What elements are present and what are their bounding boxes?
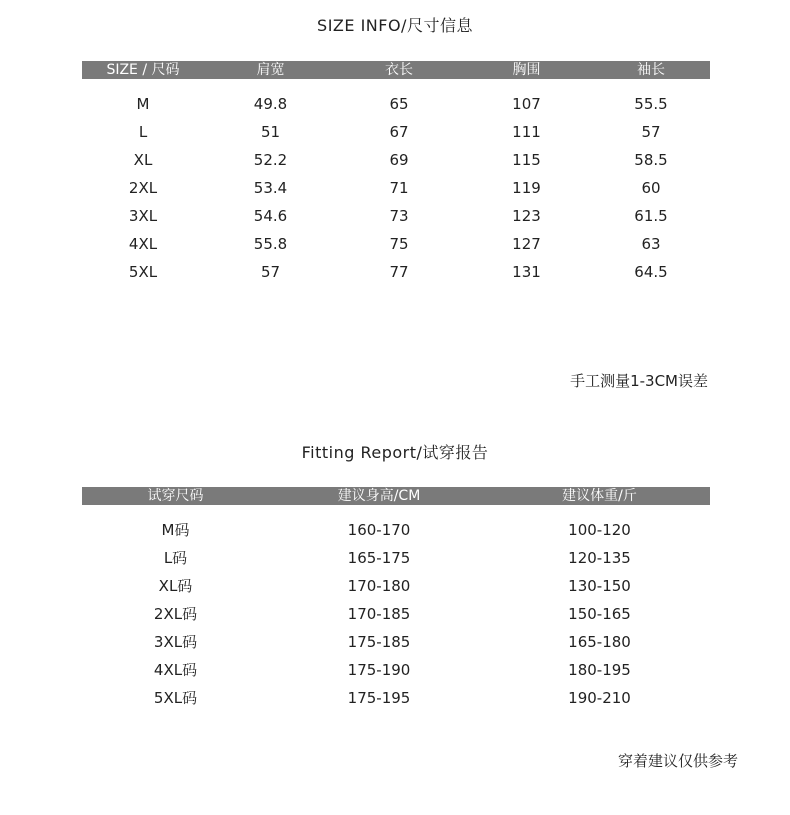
cell-weight: 150-165 xyxy=(568,605,631,623)
cell-sleeve: 60 xyxy=(641,179,661,197)
header-length: 衣长 xyxy=(385,62,413,78)
cell-chest: 107 xyxy=(512,95,541,113)
cell-chest: 127 xyxy=(512,235,541,253)
cell-length: 75 xyxy=(389,235,409,253)
table-row xyxy=(82,516,710,544)
cell-height: 175-195 xyxy=(347,689,411,707)
cell-weight: 165-180 xyxy=(568,633,631,651)
cell-chest: 115 xyxy=(512,151,541,169)
table-row xyxy=(82,684,710,712)
fitting-report-table xyxy=(82,487,710,712)
cell-chest: 111 xyxy=(512,123,541,141)
cell-weight: 180-195 xyxy=(568,661,631,679)
cell-weight: 190-210 xyxy=(568,689,631,707)
cell-size: 5XL xyxy=(128,263,158,281)
cell-fit-size: XL码 xyxy=(158,577,193,595)
cell-height: 170-180 xyxy=(347,577,411,595)
cell-fit-size: 2XL码 xyxy=(153,605,198,623)
table-row xyxy=(82,202,710,230)
table-row xyxy=(82,258,710,286)
fitting-note: 穿着建议仅供参考 xyxy=(617,752,738,770)
cell-height: 175-185 xyxy=(347,633,411,651)
header-height: 建议身高/CM xyxy=(337,488,421,504)
cell-chest: 123 xyxy=(512,207,541,225)
table-row xyxy=(82,118,710,146)
cell-sleeve: 61.5 xyxy=(634,207,668,225)
cell-sleeve: 57 xyxy=(641,123,661,141)
cell-chest: 119 xyxy=(512,179,541,197)
cell-fit-size: 5XL码 xyxy=(153,689,198,707)
cell-sleeve: 55.5 xyxy=(634,95,668,113)
cell-length: 73 xyxy=(389,207,409,225)
cell-shoulder: 53.4 xyxy=(253,179,288,197)
cell-shoulder: 55.8 xyxy=(253,235,288,253)
cell-height: 165-175 xyxy=(347,549,411,567)
cell-height: 170-185 xyxy=(347,605,411,623)
cell-sleeve: 63 xyxy=(641,235,661,253)
cell-shoulder: 51 xyxy=(260,123,281,141)
measurement-note: 手工测量1-3CM误差 xyxy=(570,372,708,390)
cell-shoulder: 52.2 xyxy=(253,151,288,169)
header-weight: 建议体重/斤 xyxy=(562,488,637,504)
cell-size: 4XL xyxy=(128,235,158,253)
cell-fit-size: M码 xyxy=(161,521,190,539)
cell-size: 2XL xyxy=(128,179,158,197)
cell-weight: 100-120 xyxy=(568,521,631,539)
cell-length: 69 xyxy=(389,151,409,169)
header-sleeve: 袖长 xyxy=(637,62,665,78)
header-size: SIZE / 尺码 xyxy=(106,62,180,78)
size-info-header-row xyxy=(82,61,710,79)
cell-weight: 130-150 xyxy=(568,577,631,595)
cell-length: 77 xyxy=(389,263,409,281)
fitting-report-header-row xyxy=(82,487,710,505)
cell-weight: 120-135 xyxy=(568,549,631,567)
cell-size: 3XL xyxy=(128,207,158,225)
cell-height: 175-190 xyxy=(347,661,411,679)
table-row xyxy=(82,628,710,656)
size-info-title: SIZE INFO/尺寸信息 xyxy=(317,16,473,35)
table-row xyxy=(82,572,710,600)
cell-height: 160-170 xyxy=(347,521,411,539)
table-row xyxy=(82,600,710,628)
size-info-table xyxy=(82,61,710,286)
header-chest: 胸围 xyxy=(512,62,541,78)
table-row xyxy=(82,544,710,572)
cell-size: L xyxy=(138,123,148,141)
table-row xyxy=(82,174,710,202)
header-shoulder: 肩宽 xyxy=(256,62,285,78)
cell-length: 71 xyxy=(389,179,409,197)
cell-length: 65 xyxy=(389,95,409,113)
cell-sleeve: 64.5 xyxy=(634,263,668,281)
cell-size: M xyxy=(136,95,150,113)
cell-shoulder: 54.6 xyxy=(253,207,288,225)
cell-fit-size: 3XL码 xyxy=(153,633,198,651)
cell-shoulder: 49.8 xyxy=(253,95,288,113)
header-fit-size: 试穿尺码 xyxy=(147,488,204,504)
table-row xyxy=(82,656,710,684)
table-row xyxy=(82,90,710,118)
cell-fit-size: L码 xyxy=(163,549,188,567)
cell-size: XL xyxy=(133,151,153,169)
table-row xyxy=(82,230,710,258)
cell-length: 67 xyxy=(389,123,409,141)
fitting-report-title: Fitting Report/试穿报告 xyxy=(301,443,489,462)
table-row xyxy=(82,146,710,174)
cell-chest: 131 xyxy=(512,263,541,281)
cell-shoulder: 57 xyxy=(260,263,281,281)
cell-sleeve: 58.5 xyxy=(634,151,668,169)
cell-fit-size: 4XL码 xyxy=(153,661,198,679)
